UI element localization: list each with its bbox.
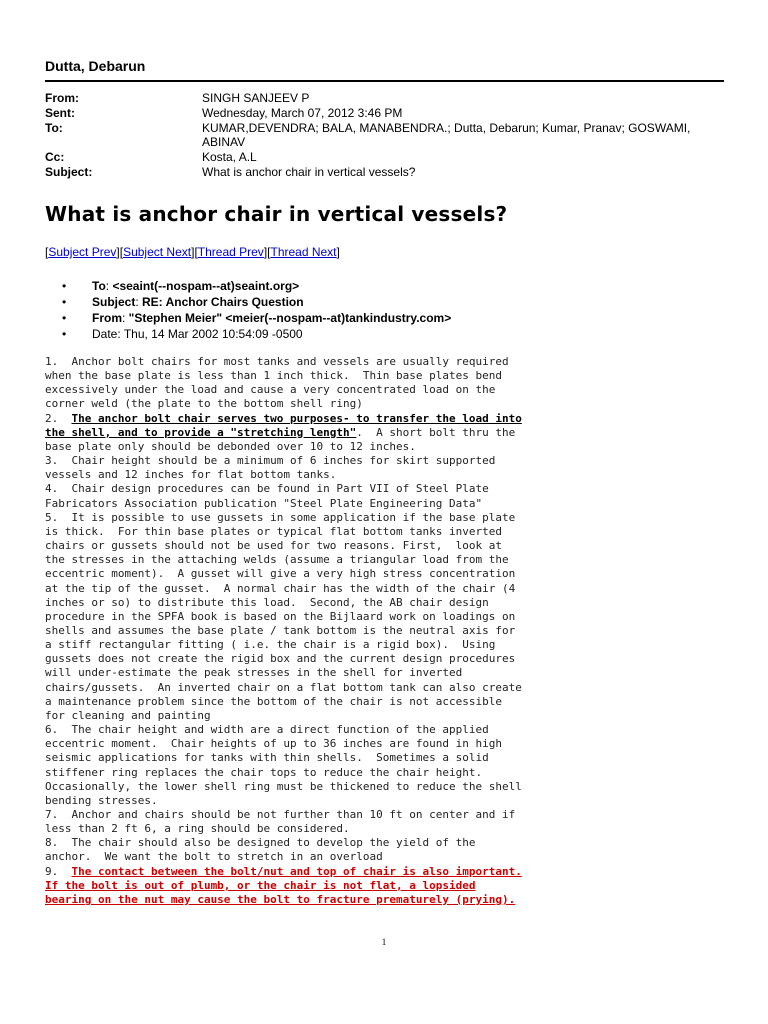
message-navigation xyxy=(45,245,340,259)
meta-to-label: To xyxy=(92,279,106,293)
header-from-value: SINGH SANJEEV P xyxy=(202,91,310,105)
meta-sep: : xyxy=(105,279,113,293)
page-number: 1 xyxy=(381,937,387,947)
header-cc-value: Kosta, A.L xyxy=(202,150,257,165)
meta-to xyxy=(62,278,451,294)
page-title: What is anchor chair in vertical vessels? xyxy=(45,202,508,226)
header-subject-row xyxy=(45,165,727,180)
meta-subject-value: RE: Anchor Chairs Question xyxy=(142,295,304,309)
meta-sep: : xyxy=(135,295,143,309)
thread-next-link[interactable]: Thread Next xyxy=(270,245,337,259)
header-from-label: From: xyxy=(45,91,79,105)
meta-sep: : xyxy=(117,327,124,341)
header-from-row xyxy=(45,91,727,106)
body-item-2-highlight: The anchor bolt chair serves two purposes- to transfer the load into the shell, and to provide a "stretching length" xyxy=(45,411,522,439)
meta-from-value: "Stephen Meier" <meier(--nospam--at)tankindustry.com> xyxy=(128,311,452,325)
body-item-2-number: 2. xyxy=(45,411,72,425)
sender-name: Dutta, Debarun xyxy=(45,58,146,74)
message-meta-list xyxy=(62,278,451,342)
subject-prev-link[interactable]: Subject Prev xyxy=(48,245,117,259)
header-cc-label: Cc: xyxy=(45,150,65,165)
email-header xyxy=(45,91,727,180)
nav-separator: ][ xyxy=(263,245,271,259)
body-item-9-highlight: The contact between the bolt/nut and top of chair is also important. If the bolt is out of plumb, or the chair is not flat, a lopsided bearing on the nut may cause the bolt to fracture prematurely (prying). xyxy=(45,864,522,906)
meta-from-label: From xyxy=(92,311,122,325)
body-paragraph-2: . A short bolt thru the base plate only should be debonded over 10 to 12 inches. 3. Chair height should be a minimum of 6 inches for skirt supported vessels and 12 inches for flat bottom tanks. 4. Chair design procedures can be found in Part VII of Steel Plate Fabricators Association publication "Steel Plate Engineering Data" 5. It is possible to use gussets in some application if the base plate is thick. For thin base plates or typical flat bottom tanks inverted chairs or gussets should not be used for two reasons. First, look at the stresses in the attaching welds (assume a triangular load from the eccentric moment). A gusset will give a very high stress concentration at the tip of the gusset. A normal chair has the width of the chair (4 inches or so) to distribute this load. Second, the AB chair design procedure in the SPFA book is based on the Bijlaard work on loadings on shells and assumes the base plate / tank bottom is the neutral axis for a stiff rectangular fitting ( i.e. the chair is a rigid box). Using gussets does not create the rigid box and the current design procedures will under-estimate the peak stresses in the shell for inverted chairs/gussets. An inverted chair on a flat bottom tank can also create a maintenance problem since the bottom of the chair is not accessible for cleaning and painting 6. The chair height and width are a direct function of the applied eccentric moment. Chair heights of up to 36 inches are found in high seismic applications for tanks with thin shells. Sometimes a solid stiffener ring replaces the chair tops to reduce the chair height. Occasionally, the lower shell ring must be thickened to reduce the shell bending stresses. 7. Anchor and chairs should be not further than 10 ft on center and if less than 2 ft 6, a ring should be considered. 8. The chair should also be designed to develop the yield of the anchor. We want the bolt to stretch in an overload xyxy=(45,425,522,864)
meta-sep: : xyxy=(122,311,129,325)
meta-subject xyxy=(62,294,451,310)
meta-date xyxy=(62,326,451,342)
header-to-row xyxy=(45,121,727,151)
message-body xyxy=(45,355,745,907)
thread-prev-link[interactable]: Thread Prev xyxy=(197,245,264,259)
header-to-label: To: xyxy=(45,120,63,135)
body-item-9-number: 9. xyxy=(45,864,72,878)
header-sent-label: Sent: xyxy=(45,105,75,120)
header-subject-value: What is anchor chair in vertical vessels? xyxy=(202,164,416,179)
header-divider xyxy=(45,80,724,82)
header-sent-value: Wednesday, March 07, 2012 3:46 PM xyxy=(202,105,403,120)
meta-from xyxy=(62,310,451,326)
meta-subject-label: Subject xyxy=(92,295,136,309)
nav-separator: ][ xyxy=(191,245,198,259)
meta-to-value: <seaint(--nospam--at)seaint.org> xyxy=(112,279,300,293)
body-paragraph-1: 1. Anchor bolt chairs for most tanks and vessels are usually required when the base plate is less than 1 inch thick. Thin base plates bend excessively under the load and cause a very concentrated load on the corner weld (the plate to the bottom shell ring) xyxy=(45,355,509,411)
nav-separator: ][ xyxy=(116,245,124,259)
meta-date-value: Thu, 14 Mar 2002 10:54:09 -0500 xyxy=(123,327,303,341)
nav-bracket-open: [ xyxy=(45,245,49,259)
meta-date-label: Date xyxy=(92,327,118,341)
header-to-value: KUMAR,DEVENDRA; BALA, MANABENDRA.; Dutta, Debarun; Kumar, Pranav; GOSWAMI, ABINAV xyxy=(202,120,691,150)
header-subject-label: Subject: xyxy=(45,164,93,179)
nav-bracket-close: ] xyxy=(336,245,340,259)
header-sent-row xyxy=(45,106,727,121)
header-cc-row xyxy=(45,150,727,165)
subject-next-link[interactable]: Subject Next xyxy=(123,245,192,259)
